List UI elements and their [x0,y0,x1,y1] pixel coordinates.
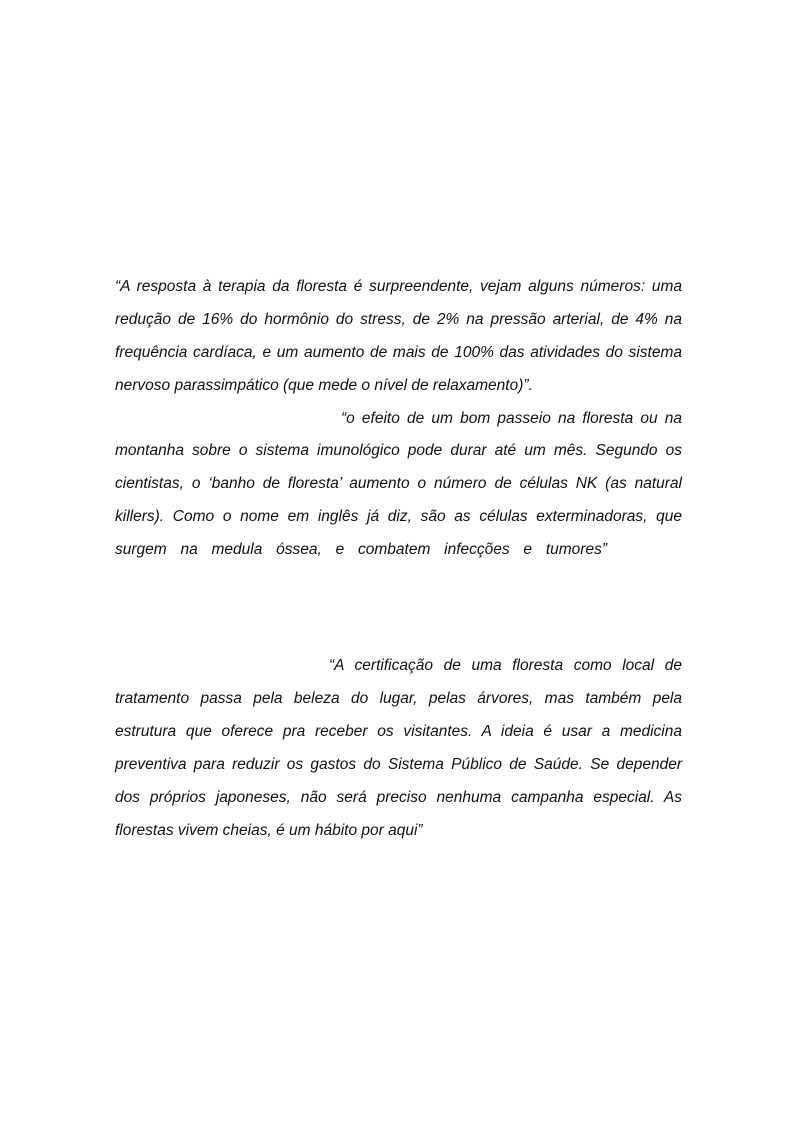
quote-line: preventiva para reduzir os gastos do Sistema Público de Saúde. Se depender [115,756,682,773]
quote-line: nervoso parassimpático (que mede o nível de relaxamento)”. [115,377,533,394]
quote-line: florestas vivem cheias, é um hábito por aqui” [115,822,423,839]
quote-line: redução de 16% do hormônio do stress, de 2% na pressão arterial, de 4% na [115,311,682,328]
quote-line: surgem na medula óssea, e combatem infecções e tumores” [115,541,607,558]
quote-line: “A certificação de uma floresta como local de [329,657,682,674]
quote-line: frequência cardíaca, e um aumento de mais de 100% das atividades do sistema [115,344,682,361]
quote-line: cientistas, o ‘banho de floresta’ aumento o número de células NK (as natural [115,475,682,492]
quote-line: “A resposta à terapia da floresta é surpreendente, vejam alguns números: uma [115,278,682,295]
quote-line: killers). Como o nome em inglês já diz, são as células exterminadoras, que [115,508,682,525]
quote-line: estrutura que oferece pra receber os visitantes. A ideia é usar a medicina [115,723,682,740]
quote-line: tratamento passa pela beleza do lugar, pelas árvores, mas também pela [115,690,682,707]
quote-line: dos próprios japoneses, não será preciso nenhuma campanha especial. As [115,789,682,806]
quote-line: “o efeito de um bom passeio na floresta ou na [341,410,682,427]
quote-line: montanha sobre o sistema imunológico pode durar até um mês. Segundo os [115,442,682,459]
